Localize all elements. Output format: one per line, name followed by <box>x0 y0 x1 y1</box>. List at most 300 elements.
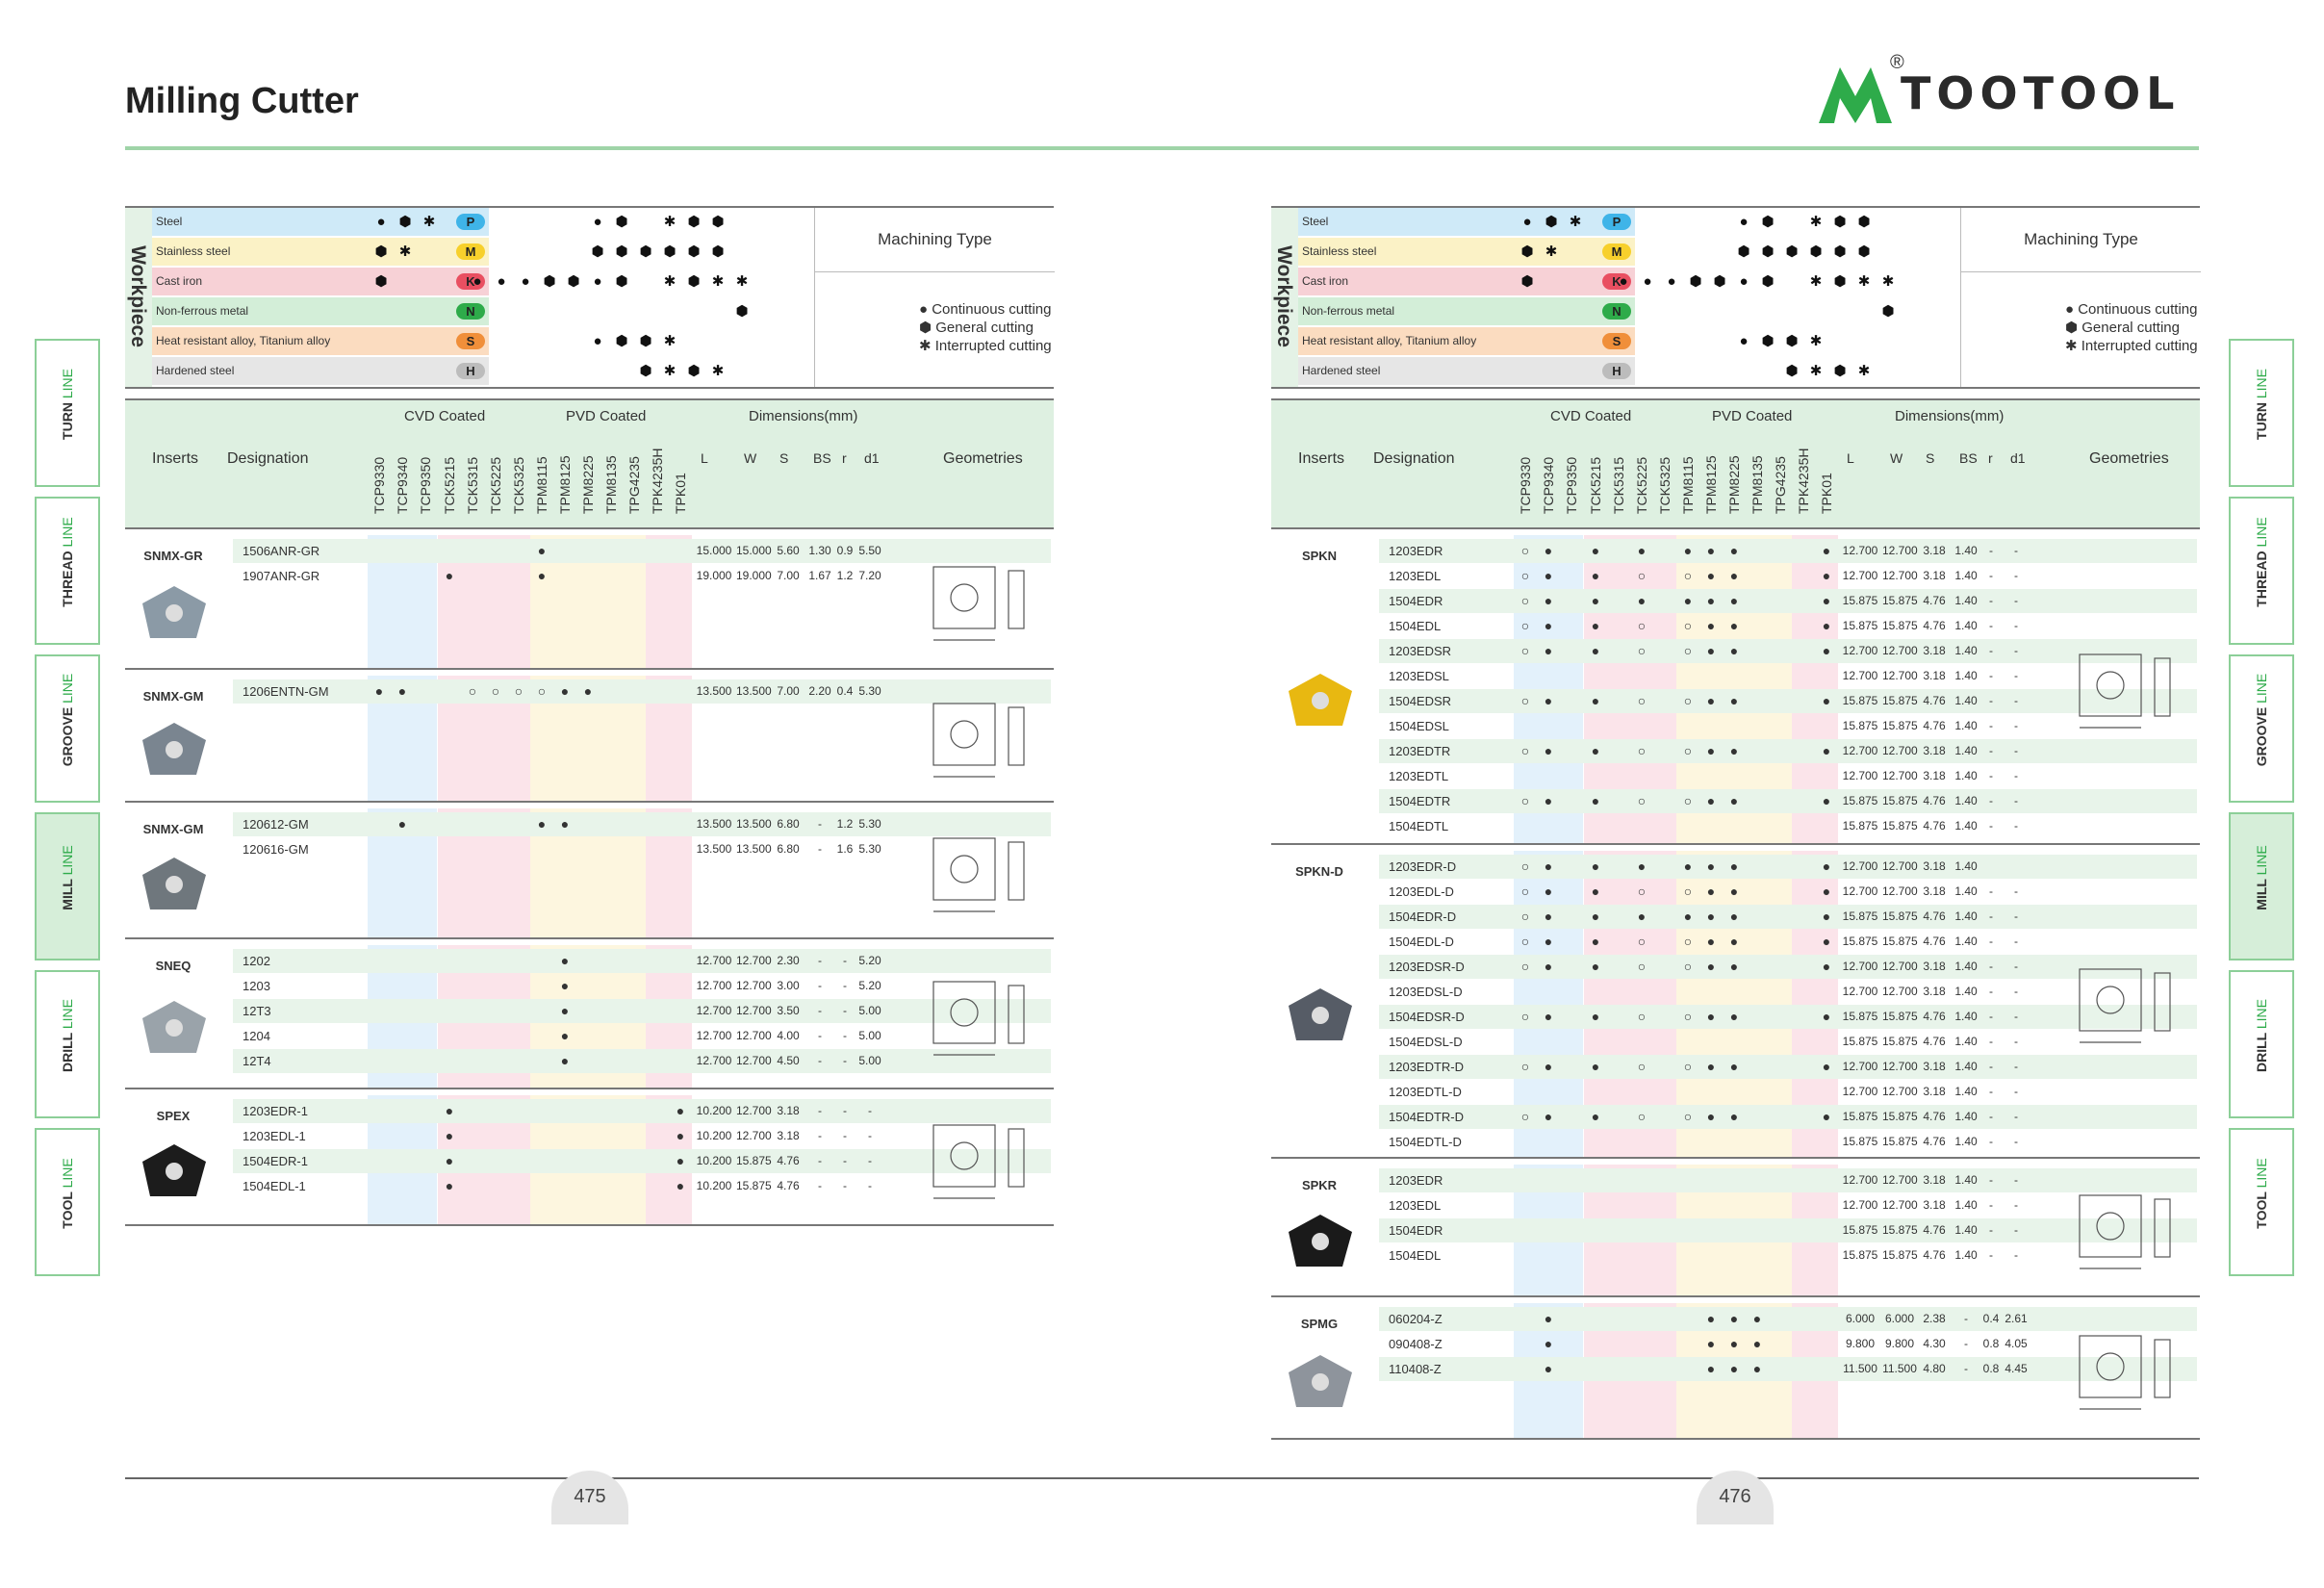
grade-availability: ● <box>1544 693 1553 708</box>
designation-cell: 1907ANR-GR <box>243 569 320 583</box>
workpiece-code-badge: M <box>1602 243 1631 260</box>
grade-symbol: ⬢ <box>543 273 556 290</box>
dimension-value: 15.875 <box>1882 935 1918 948</box>
dimension-value: 1.40 <box>1954 909 1978 923</box>
workpiece-grade-grid <box>368 208 814 387</box>
grade-symbol: ⬢ <box>615 243 628 260</box>
grade-availability: ● <box>1591 743 1600 758</box>
designation-cell: 1203EDTL-D <box>1389 1085 1462 1099</box>
side-tab-word: TOOL <box>60 1191 75 1229</box>
machining-legend-item: ● Continuous cutting <box>2065 301 2198 318</box>
dimension-value: - <box>2014 594 2018 607</box>
workpiece-code-badge: M <box>456 243 485 260</box>
dimension-value: 15.875 <box>1882 819 1918 832</box>
grade-availability: ○ <box>1683 884 1693 899</box>
dimension-value: 12.700 <box>1882 1060 1918 1073</box>
designation-cell: 1203 <box>243 979 270 993</box>
dimension-value: 12.700 <box>736 979 772 992</box>
grade-symbol: ● <box>497 273 506 290</box>
grade-symbol: ⬢ <box>1833 214 1847 230</box>
dimension-column-header: BS <box>1959 450 1978 466</box>
grade-availability: ● <box>1822 858 1831 874</box>
dimension-value: 0.4 <box>1982 1312 2000 1325</box>
grade-availability: ● <box>445 1103 454 1118</box>
designation-cell: 1202 <box>243 954 270 968</box>
side-tab-line: LINE <box>2254 673 2269 704</box>
side-tab[interactable] <box>2229 970 2294 1118</box>
dimension-value: 1.40 <box>1954 1135 1978 1148</box>
side-tab[interactable] <box>35 970 100 1118</box>
side-tab-label <box>2254 957 2269 1114</box>
dimension-column-header: BS <box>813 450 831 466</box>
dimension-value: 9.800 <box>1845 1337 1876 1350</box>
insert-image <box>1285 1211 1356 1272</box>
dimension-value: 5.30 <box>858 842 881 856</box>
grade-availability: ● <box>1822 543 1831 558</box>
side-tab[interactable] <box>2229 654 2294 803</box>
dimension-value: - <box>1989 744 1993 757</box>
dimension-value: 7.00 <box>777 569 800 582</box>
side-tab-line: LINE <box>60 369 75 399</box>
dimension-value: 12.700 <box>1842 960 1878 973</box>
grade-availability: ● <box>1729 909 1739 924</box>
dimension-value: 1.40 <box>1954 859 1978 873</box>
side-tab-line: LINE <box>2254 999 2269 1030</box>
grade-availability: ● <box>1591 693 1600 708</box>
grade-availability: ● <box>1544 909 1553 924</box>
dimension-value: 15.000 <box>736 544 772 557</box>
grade-availability: ● <box>1544 1059 1553 1074</box>
dimension-value: 5.20 <box>858 954 881 967</box>
dimensions-header: Dimensions(mm) <box>1895 408 2005 424</box>
table-row <box>1379 1105 2197 1129</box>
dimension-value: - <box>1989 935 1993 948</box>
grade-symbol: ✱ <box>1857 363 1871 379</box>
dimension-value: 1.40 <box>1954 719 1978 732</box>
workpiece-code-badge: S <box>1602 333 1631 349</box>
grade-symbol: ✱ <box>422 214 436 230</box>
dimension-value: - <box>1989 1198 1993 1212</box>
insert-block <box>125 945 1054 1089</box>
dimension-value: 12.700 <box>1882 884 1918 898</box>
grade-availability: ● <box>1544 1311 1553 1326</box>
inserts-header: Inserts <box>1298 450 1345 467</box>
dimension-value: 15.875 <box>1842 1248 1878 1262</box>
workpiece-code-badge: H <box>456 363 485 379</box>
grade-name: TPK01 <box>673 473 688 514</box>
designation-cell: 1203EDSR <box>1389 644 1452 658</box>
side-tab-word: TURN <box>60 402 75 440</box>
designation-cell: 1504EDSL-D <box>1389 1035 1463 1049</box>
dimension-value: 4.76 <box>1923 719 1946 732</box>
insert-block <box>125 1095 1054 1226</box>
dimension-value: - <box>2014 935 2018 948</box>
dimension-value: 12.700 <box>1882 859 1918 873</box>
grade-column-header <box>557 455 580 537</box>
dimension-value: 7.20 <box>858 569 881 582</box>
grade-availability: ○ <box>1520 618 1530 633</box>
grade-symbol: ● <box>1739 214 1749 230</box>
grade-availability: ● <box>1706 618 1716 633</box>
insert-type-name: SPMG <box>1300 1317 1339 1331</box>
grade-availability: ○ <box>1520 643 1530 658</box>
dimension-value: 5.00 <box>858 1054 881 1067</box>
grade-availability: ● <box>1729 884 1739 899</box>
grade-symbol: ⬢ <box>567 273 580 290</box>
dimension-value: 7.00 <box>777 684 800 698</box>
grade-symbol: ✱ <box>398 243 412 260</box>
insert-block <box>1271 851 2200 1159</box>
side-tab[interactable] <box>2229 812 2294 960</box>
side-tab-line: LINE <box>60 999 75 1030</box>
dimension-value: 15.875 <box>1882 1135 1918 1148</box>
grade-availability: ● <box>1706 743 1716 758</box>
side-tab-line: LINE <box>60 1158 75 1189</box>
grade-availability: ● <box>1822 934 1831 949</box>
dimension-value: - <box>1989 1110 1993 1123</box>
dimension-column-header: d1 <box>864 450 880 466</box>
grade-availability: ● <box>1729 1109 1739 1124</box>
grade-availability: ● <box>1544 1361 1553 1376</box>
dimension-value: 3.18 <box>1923 1085 1946 1098</box>
grade-symbol: ⬢ <box>374 243 388 260</box>
dimension-value: - <box>2014 669 2018 682</box>
dimension-value: 1.40 <box>1954 669 1978 682</box>
grade-availability: ● <box>1729 543 1739 558</box>
table-row <box>1379 539 2197 563</box>
dimension-value: - <box>1989 1035 1993 1048</box>
dimension-column-header: L <box>1847 450 1854 466</box>
grade-availability: ● <box>1591 793 1600 808</box>
dimension-value: 3.18 <box>1923 569 1946 582</box>
dimension-value: 3.18 <box>1923 960 1946 973</box>
grade-availability: ● <box>1637 909 1647 924</box>
dimension-value: 10.200 <box>696 1104 732 1117</box>
workpiece-panel <box>125 206 1054 389</box>
grade-availability: ● <box>1683 593 1693 608</box>
dimension-value: - <box>2014 1060 2018 1073</box>
side-tab[interactable] <box>2229 1128 2294 1276</box>
grade-name: TCP9330 <box>371 456 387 514</box>
grade-symbol: ⬢ <box>687 363 701 379</box>
dimension-value: 6.80 <box>777 842 800 856</box>
dimension-value: - <box>1989 1248 1993 1262</box>
workpiece-name: Stainless steel <box>156 244 231 258</box>
grade-availability: ● <box>560 816 570 832</box>
side-tab[interactable] <box>35 339 100 487</box>
dimension-value: - <box>1989 594 1993 607</box>
grade-availability: ● <box>1591 909 1600 924</box>
dimension-value: 4.76 <box>1923 935 1946 948</box>
machining-legend-item: ⬢ General cutting <box>2065 320 2180 336</box>
dimension-value: - <box>818 1054 822 1067</box>
grade-name: TCP9330 <box>1518 456 1533 514</box>
grade-availability: ● <box>1591 643 1600 658</box>
designation-cell: 1203EDTR <box>1389 744 1451 758</box>
grade-availability: ● <box>1706 568 1716 583</box>
dimension-value: - <box>1989 644 1993 657</box>
dimension-value: 15.875 <box>1882 1010 1918 1023</box>
dimension-value: 1.40 <box>1954 794 1978 807</box>
grade-column-header <box>1518 456 1541 537</box>
dimension-value: 1.40 <box>1954 769 1978 782</box>
dimension-value: 1.40 <box>1954 935 1978 948</box>
side-tab-label <box>60 799 75 957</box>
grade-availability: ● <box>1544 793 1553 808</box>
side-tab[interactable] <box>35 1128 100 1276</box>
workpiece-name: Heat resistant alloy, Titanium alloy <box>1302 334 1477 347</box>
workpiece-code-badge: N <box>456 303 485 320</box>
side-tab[interactable] <box>35 812 100 960</box>
grade-availability: ● <box>537 816 547 832</box>
designation-cell: 1504EDR-D <box>1389 909 1457 924</box>
designation-cell: 1504EDL-1 <box>243 1179 306 1193</box>
dimension-value: 1.40 <box>1954 744 1978 757</box>
grade-availability: ● <box>560 1053 570 1068</box>
geometry-drawing <box>926 1106 1047 1214</box>
grade-availability: ● <box>1752 1361 1762 1376</box>
grade-availability: ● <box>1637 543 1647 558</box>
grade-availability: ● <box>676 1103 685 1118</box>
grade-symbol: ● <box>1739 333 1749 349</box>
side-tab-label <box>60 1114 75 1272</box>
dimension-value: - <box>1989 1173 1993 1187</box>
dimension-value: - <box>843 1104 847 1117</box>
dimension-value: 5.50 <box>858 544 881 557</box>
dimension-value: 2.30 <box>777 954 800 967</box>
dimension-value: 1.40 <box>1954 1110 1978 1123</box>
grade-column-header <box>1611 456 1634 537</box>
grade-availability: ● <box>1683 858 1693 874</box>
grade-column-header <box>1634 456 1657 537</box>
geometries-header: Geometries <box>2089 450 2169 467</box>
grade-availability: ● <box>560 1003 570 1018</box>
dimension-value: 3.18 <box>1923 859 1946 873</box>
dimension-value: - <box>868 1104 872 1117</box>
dimension-value: 1.67 <box>808 569 831 582</box>
dimension-value: 12.700 <box>736 1129 772 1142</box>
grade-symbol: ✱ <box>1809 273 1823 290</box>
dimension-value: - <box>818 1154 822 1167</box>
designation-cell: 1504EDL <box>1389 1248 1442 1263</box>
dimension-value: - <box>2014 1173 2018 1187</box>
grade-availability: ○ <box>1683 693 1693 708</box>
dimension-value: 15.875 <box>1882 909 1918 923</box>
dimension-value: 15.875 <box>1882 594 1918 607</box>
dimension-column-header: S <box>1926 450 1935 466</box>
grade-column-header <box>1680 456 1703 537</box>
grade-symbol: ✱ <box>711 363 725 379</box>
grade-availability: ● <box>1729 593 1739 608</box>
dimension-value: 12.700 <box>1882 769 1918 782</box>
grade-availability: ● <box>583 683 593 699</box>
side-tab-label <box>2254 799 2269 957</box>
dimension-value: 4.76 <box>1923 794 1946 807</box>
side-tab[interactable] <box>35 654 100 803</box>
dimension-value: 3.18 <box>1923 669 1946 682</box>
designation-cell: 1203EDR-1 <box>243 1104 308 1118</box>
workpiece-grade-grid <box>1514 208 1960 387</box>
workpiece-name: Hardened steel <box>1302 364 1381 377</box>
dimension-value: 4.76 <box>1923 1035 1946 1048</box>
grade-name: TCK5325 <box>511 456 526 514</box>
grade-symbol: ⬢ <box>1520 273 1534 290</box>
dimension-value: - <box>1989 1223 1993 1237</box>
dimension-value: - <box>2014 769 2018 782</box>
dimension-value: 4.05 <box>2005 1337 2028 1350</box>
dimension-value: - <box>2014 960 2018 973</box>
dimension-value: 15.875 <box>1882 1110 1918 1123</box>
dimension-value: 3.18 <box>1923 769 1946 782</box>
dimension-value: 4.76 <box>777 1154 800 1167</box>
grade-availability: ○ <box>1520 568 1530 583</box>
dimension-value: 1.40 <box>1954 1173 1978 1187</box>
grade-symbol: ⬢ <box>1761 214 1775 230</box>
dimension-value: - <box>843 979 847 992</box>
dimension-value: 1.40 <box>1954 569 1978 582</box>
geometry-drawing <box>926 819 1047 927</box>
grade-symbol: ⬢ <box>615 333 628 349</box>
workpiece-code-badge: P <box>1602 214 1631 230</box>
grade-name: TPM8125 <box>557 455 573 514</box>
dimension-value: 15.875 <box>1882 719 1918 732</box>
dimension-value: - <box>2014 1085 2018 1098</box>
grade-availability: ● <box>1544 618 1553 633</box>
grade-availability: ● <box>1729 643 1739 658</box>
grade-availability: ● <box>1706 1311 1716 1326</box>
dimension-value: 9.800 <box>1884 1337 1915 1350</box>
grade-availability: ● <box>1544 959 1553 974</box>
grade-symbol: ⬢ <box>1761 273 1775 290</box>
dimension-value: 12.700 <box>1842 1198 1878 1212</box>
grade-availability: ● <box>1544 593 1553 608</box>
dimension-column-header: r <box>1988 450 1993 466</box>
grade-availability: ● <box>1544 934 1553 949</box>
grade-symbol: ⬢ <box>639 243 652 260</box>
grade-symbol: ⬢ <box>1833 363 1847 379</box>
grade-availability: ○ <box>1520 934 1530 949</box>
grade-symbol: ⬢ <box>591 243 604 260</box>
grade-availability: ● <box>1706 1336 1716 1351</box>
dimension-value: 1.2 <box>836 817 854 831</box>
dimension-value: - <box>2014 1010 2018 1023</box>
designation-cell: 1504EDL-D <box>1389 935 1454 949</box>
grade-symbol: ● <box>521 273 530 290</box>
grade-availability: ● <box>560 978 570 993</box>
designation-cell: 12T3 <box>243 1004 271 1018</box>
grade-column-header <box>418 456 441 537</box>
grade-name: TCK5315 <box>1611 456 1626 514</box>
grade-availability: ● <box>445 1178 454 1193</box>
dimension-value: 2.20 <box>808 684 831 698</box>
grade-symbol: ⬢ <box>1737 243 1750 260</box>
designation-cell: 1504EDR <box>1389 1223 1443 1238</box>
grade-availability: ○ <box>1520 593 1530 608</box>
grade-availability: ○ <box>537 683 547 699</box>
page-number-left: 475 <box>551 1471 628 1524</box>
dimension-value: 3.18 <box>1923 744 1946 757</box>
grade-availability: ● <box>1591 934 1600 949</box>
dimension-value: 12.700 <box>1842 884 1878 898</box>
geometry-drawing <box>2072 1317 2193 1424</box>
grade-availability: ● <box>560 1028 570 1043</box>
side-tab[interactable] <box>2229 497 2294 645</box>
side-tab-word: MILL <box>60 879 75 910</box>
dimension-value: 13.500 <box>736 817 772 831</box>
dimension-value: 5.00 <box>858 1004 881 1017</box>
side-tab-word: TURN <box>2254 402 2269 440</box>
dimension-value: - <box>1989 569 1993 582</box>
grade-symbol: ● <box>593 333 602 349</box>
brand-name: TOOTOOL <box>1901 67 2181 119</box>
side-tab-label <box>60 957 75 1114</box>
dimension-value: 19.000 <box>736 569 772 582</box>
cvd-header: CVD Coated <box>1550 408 1632 424</box>
designation-cell: 1203EDL <box>1389 1198 1442 1213</box>
side-tab-word: THREAD <box>2254 551 2269 607</box>
dimension-value: 5.20 <box>858 979 881 992</box>
dimension-value: 1.40 <box>1954 985 1978 998</box>
dimension-value: 12.700 <box>1842 544 1878 557</box>
grade-name: TPM8225 <box>1726 455 1742 514</box>
grade-availability: ● <box>1544 1109 1553 1124</box>
dimension-value: 1.40 <box>1954 1248 1978 1262</box>
designation-header: Designation <box>1373 450 1455 467</box>
grade-availability: ● <box>397 683 407 699</box>
dimension-value: 4.76 <box>1923 594 1946 607</box>
dimension-value: - <box>818 1129 822 1142</box>
dimension-value: 12.700 <box>1842 669 1878 682</box>
machining-legend <box>919 300 1052 355</box>
workpiece-name: Steel <box>1302 215 1329 228</box>
grade-symbol: ✱ <box>663 214 677 230</box>
dimension-value: 19.000 <box>696 569 732 582</box>
dimension-value: 1.40 <box>1954 644 1978 657</box>
insert-image <box>1285 1351 1356 1413</box>
cvd-header: CVD Coated <box>404 408 486 424</box>
dimension-value: 4.76 <box>1923 619 1946 632</box>
grade-availability: ○ <box>1683 743 1693 758</box>
dimension-value: 1.40 <box>1954 819 1978 832</box>
dimension-value: - <box>2014 719 2018 732</box>
grade-availability: ● <box>445 1153 454 1168</box>
page-number-right: 476 <box>1697 1471 1774 1524</box>
dimension-value: 12.700 <box>1882 744 1918 757</box>
grade-symbol: ✱ <box>735 273 749 290</box>
dimension-column-header: S <box>779 450 789 466</box>
dimension-value: 3.18 <box>1923 1198 1946 1212</box>
grade-symbol: ⬢ <box>663 243 677 260</box>
dimension-value: 4.00 <box>777 1029 800 1042</box>
dimension-value: - <box>1964 1312 1968 1325</box>
designation-header: Designation <box>227 450 309 467</box>
side-tab-label <box>2254 1114 2269 1272</box>
dimension-value: 15.875 <box>1842 694 1878 707</box>
side-tab[interactable] <box>2229 339 2294 487</box>
dimension-value: 2.38 <box>1923 1312 1946 1325</box>
grade-availability: ○ <box>491 683 500 699</box>
grade-availability: ○ <box>1637 743 1647 758</box>
dimension-value: 15.875 <box>1842 819 1878 832</box>
table-row <box>1379 1080 2197 1104</box>
grade-availability: ● <box>1591 1109 1600 1124</box>
side-tab[interactable] <box>35 497 100 645</box>
grade-availability: ● <box>1729 1336 1739 1351</box>
grade-availability: ○ <box>1637 934 1647 949</box>
designation-cell: 1203EDSL-D <box>1389 985 1463 999</box>
grade-availability: ● <box>1706 959 1716 974</box>
grade-availability: ● <box>1544 643 1553 658</box>
